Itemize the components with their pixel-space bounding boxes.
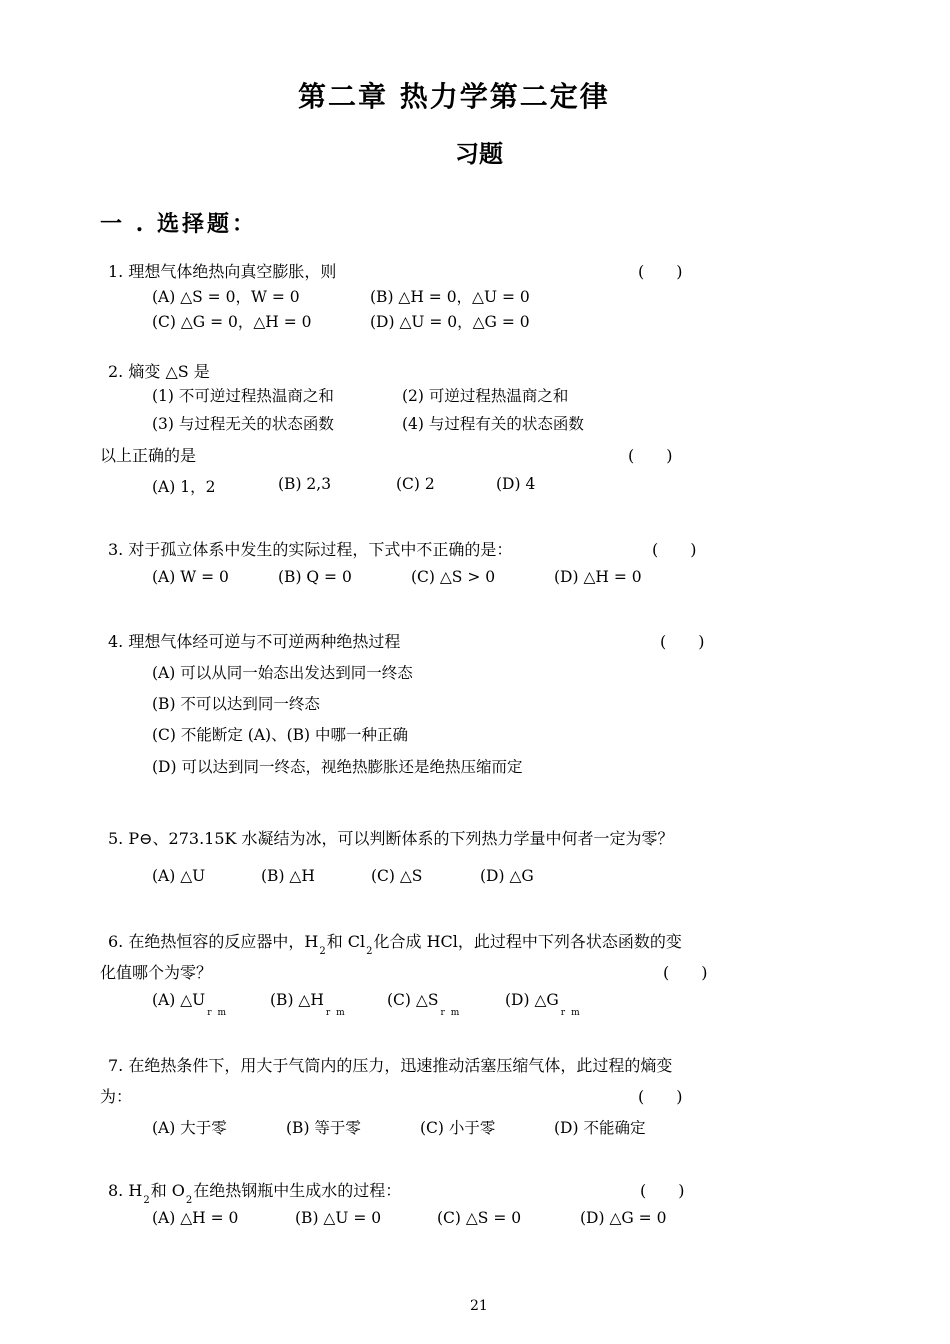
q7-stem-line2: 为： xyxy=(100,1087,133,1106)
q6-option-a: (A) $\triangle U_{rm}$ xyxy=(152,991,233,1018)
q6-option-d: (D) $\triangle G_{rm}$ xyxy=(505,991,586,1018)
q6-stem-line2: 化值哪个为零？ xyxy=(100,963,213,982)
q8-option-c: (C) △S = 0 xyxy=(437,1209,522,1227)
q4-option-a: (A) 可以从同一始态出发达到同一终态 xyxy=(152,664,413,682)
q1-option-b: (B) △H = 0，△U = 0 xyxy=(370,288,530,306)
q1-option-d: (D) △U = 0，△G = 0 xyxy=(370,313,530,331)
q2-statement-2: (2) 可逆过程热温商之和 xyxy=(402,387,569,405)
q2-statement-4: (4) 与过程有关的状态函数 xyxy=(402,415,584,433)
q3-option-b: (B) Q = 0 xyxy=(278,568,352,586)
q3-option-a: (A) W = 0 xyxy=(152,568,229,586)
q3-stem: 3. 对于孤立体系中发生的实际过程，下式中不正确的是： xyxy=(108,540,513,559)
q4-stem: 4. 理想气体经可逆与不可逆两种绝热过程 xyxy=(108,632,401,651)
q8-option-b: (B) △U = 0 xyxy=(295,1209,382,1227)
q1-option-a: (A) △S = 0，W = 0 xyxy=(152,288,300,306)
q3-option-d: (D) △H = 0 xyxy=(554,568,642,586)
q1-answer-blank: ( ) xyxy=(638,262,683,281)
q3-option-c: (C) △S > 0 xyxy=(411,568,496,586)
q7-option-c: (C) 小于零 xyxy=(420,1119,496,1137)
q2-option-b: (B) 2,3 xyxy=(278,475,332,493)
q2-option-a: (A) 1，2 xyxy=(152,478,216,496)
q7-option-a: (A) 大于零 xyxy=(152,1119,227,1137)
q7-option-b: (B) 等于零 xyxy=(286,1119,361,1137)
page-number: 21 xyxy=(470,1298,488,1314)
q7-answer-blank: ( ) xyxy=(638,1087,683,1106)
q5-option-b: (B) △H xyxy=(261,867,315,885)
q4-option-d: (D) 可以达到同一终态，视绝热膨胀还是绝热压缩而定 xyxy=(152,758,523,776)
q8-option-a: (A) △H = 0 xyxy=(152,1209,239,1227)
q1-option-c: (C) △G = 0，△H = 0 xyxy=(152,313,312,331)
q3-answer-blank: ( ) xyxy=(652,540,697,559)
q2-option-c: (C) 2 xyxy=(396,475,435,493)
q2-prompt: 以上正确的是 xyxy=(100,446,197,465)
q2-option-d: (D) 4 xyxy=(496,475,536,493)
q5-option-c: (C) △S xyxy=(371,867,423,885)
q4-option-b: (B) 不可以达到同一终态 xyxy=(152,695,320,713)
section-heading: 一 . 选择题： xyxy=(100,211,257,237)
q4-option-c: (C) 不能断定 (A)、(B) 中哪一种正确 xyxy=(152,726,409,744)
q5-option-a: (A) △U xyxy=(152,867,206,885)
q2-answer-blank: ( ) xyxy=(628,446,673,465)
q6-answer-blank: ( ) xyxy=(663,963,708,982)
q5-option-d: (D) △G xyxy=(480,867,534,885)
q8-option-d: (D) △G = 0 xyxy=(580,1209,667,1227)
q2-statement-3: (3) 与过程无关的状态函数 xyxy=(152,415,334,433)
q2-statement-1: (1) 不可逆过程热温商之和 xyxy=(152,387,334,405)
q7-option-d: (D) 不能确定 xyxy=(554,1119,646,1137)
chapter-title: 第二章 热力学第二定律 xyxy=(298,80,610,113)
q7-stem-line1: 7. 在绝热条件下，用大于气筒内的压力，迅速推动活塞压缩气体，此过程的熵变 xyxy=(108,1056,673,1075)
q4-answer-blank: ( ) xyxy=(660,632,705,651)
q5-stem: 5. P⊖、273.15K 水凝结为冰，可以判断体系的下列热力学量中何者一定为零？ xyxy=(108,829,674,848)
q6-option-c: (C) $\triangle S_{rm}$ xyxy=(387,991,466,1018)
q6-option-b: (B) $\triangle H_{rm}$ xyxy=(270,991,351,1018)
subtitle: 习题 xyxy=(455,139,503,168)
q1-stem: 1. 理想气体绝热向真空膨胀，则 xyxy=(108,262,337,281)
q6-stem-line1: 6. 在绝热恒容的反应器中，$H_2$和 $Cl_2$化合成 HCl，此过程中下列各状态函数的变 xyxy=(108,932,682,957)
q8-stem: 8. $H_2$和 $O_2$在绝热钢瓶中生成水的过程： xyxy=(108,1181,402,1206)
q2-stem: 2. 熵变 △S 是 xyxy=(108,362,210,381)
q8-answer-blank: ( ) xyxy=(640,1181,685,1200)
